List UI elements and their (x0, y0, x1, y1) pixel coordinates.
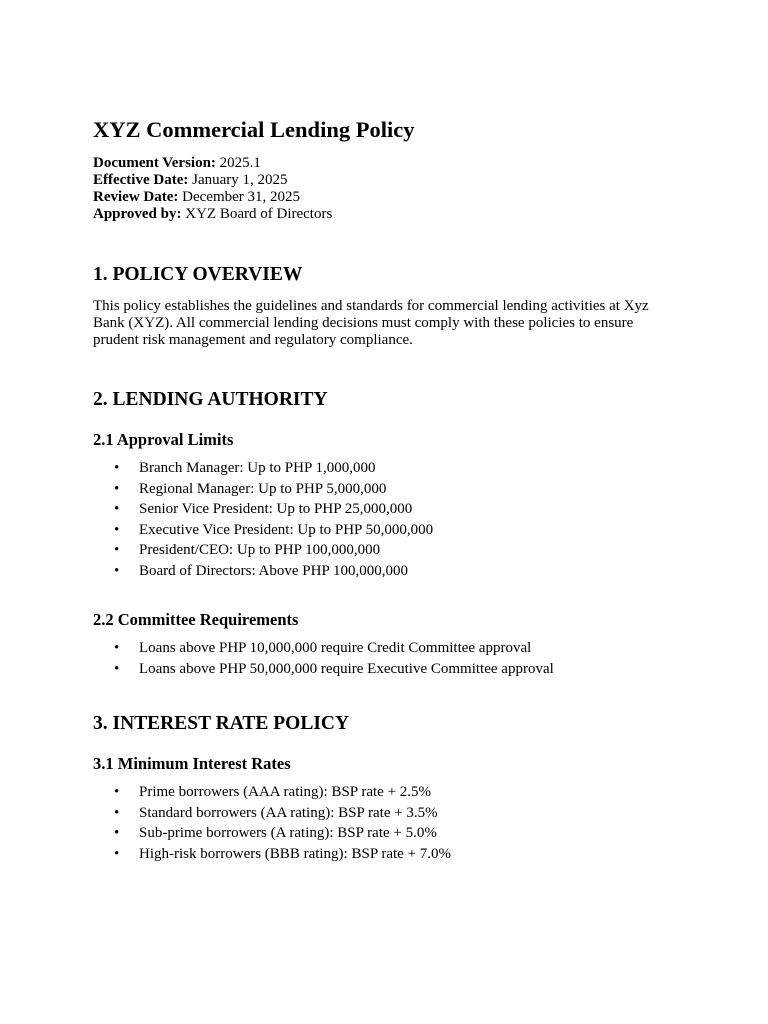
bullet-icon: • (114, 460, 120, 476)
bullet-icon: • (114, 542, 120, 558)
meta-value: XYZ Board of Directors (181, 206, 333, 222)
meta-effective-date (93, 172, 332, 189)
list-item-text: Standard borrowers (AA rating): BSP rate + 3.5% (139, 804, 438, 821)
meta-approved-by (93, 206, 332, 223)
meta-key: Review Date: (93, 189, 179, 205)
list-item (93, 803, 451, 824)
section-heading-interest-rate-policy: 3. INTEREST RATE POLICY (93, 713, 350, 734)
approval-limits-list (93, 458, 433, 581)
list-item (93, 561, 433, 582)
list-item (93, 638, 554, 659)
meta-value: December 31, 2025 (178, 189, 301, 205)
list-item (93, 844, 451, 865)
list-item-text: Sub-prime borrowers (A rating): BSP rate + 5.0% (139, 825, 437, 841)
meta-review-date (93, 189, 332, 206)
meta-document-version (93, 155, 332, 172)
subsection-heading-committee-requirements: 2.2 Committee Requirements (93, 610, 299, 629)
list-item-text: Regional Manager: Up to PHP 5,000,000 (139, 480, 387, 497)
list-item (93, 540, 433, 561)
list-item-text: High-risk borrowers (BBB rating): BSP rate + 7.0% (139, 845, 452, 862)
list-item (93, 520, 433, 541)
list-item (93, 499, 433, 520)
bullet-icon: • (114, 845, 120, 862)
list-item-text: Senior Vice President: Up to PHP 25,000,000 (139, 501, 413, 517)
bullet-icon: • (114, 501, 120, 517)
list-item-text: Loans above PHP 10,000,000 require Credit Committee approval (139, 640, 532, 656)
bullet-icon: • (114, 804, 120, 821)
bullet-icon: • (114, 480, 120, 497)
subsection-heading-minimum-interest-rates: 3.1 Minimum Interest Rates (93, 754, 291, 773)
section-heading-policy-overview: 1. POLICY OVERVIEW (93, 264, 303, 285)
list-item-text: Board of Directors: Above PHP 100,000,000 (139, 562, 409, 579)
list-item (93, 782, 451, 803)
bullet-icon: • (114, 521, 120, 538)
subsection-heading-approval-limits: 2.1 Approval Limits (93, 430, 234, 449)
bullet-icon: • (114, 660, 120, 677)
list-item-text: Loans above PHP 50,000,000 require Executive Committee approval (139, 660, 554, 677)
committee-requirements-list (93, 638, 554, 679)
document-title: XYZ Commercial Lending Policy (93, 117, 415, 142)
list-item (93, 479, 433, 500)
list-item-text: Executive Vice President: Up to PHP 50,000,000 (139, 521, 434, 538)
policy-overview-paragraph: This policy establishes the guidelines and standards for commercial lending activities at Xyz Bank (XYZ). All commercial lending decisions must comply with these policies to ensure prudent risk management and regulatory compliance. (93, 298, 649, 348)
list-item-text: President/CEO: Up to PHP 100,000,000 (139, 542, 381, 558)
meta-key: Document Version: (93, 155, 216, 171)
bullet-icon: • (114, 562, 120, 579)
meta-key: Approved by: (93, 206, 182, 222)
document-metadata (93, 155, 332, 223)
minimum-interest-rates-list (93, 782, 451, 864)
list-item (93, 823, 451, 844)
list-item-text: Branch Manager: Up to PHP 1,000,000 (139, 460, 376, 476)
section-heading-lending-authority: 2. LENDING AUTHORITY (93, 389, 328, 410)
meta-key: Effective Date: (93, 172, 189, 188)
list-item (93, 458, 433, 479)
list-item (93, 659, 554, 680)
bullet-icon: • (114, 784, 120, 800)
meta-value: 2025.1 (215, 155, 261, 171)
list-item-text: Prime borrowers (AAA rating): BSP rate + 2.5% (139, 784, 432, 800)
meta-value: January 1, 2025 (188, 172, 288, 188)
bullet-icon: • (114, 640, 120, 656)
bullet-icon: • (114, 825, 120, 841)
